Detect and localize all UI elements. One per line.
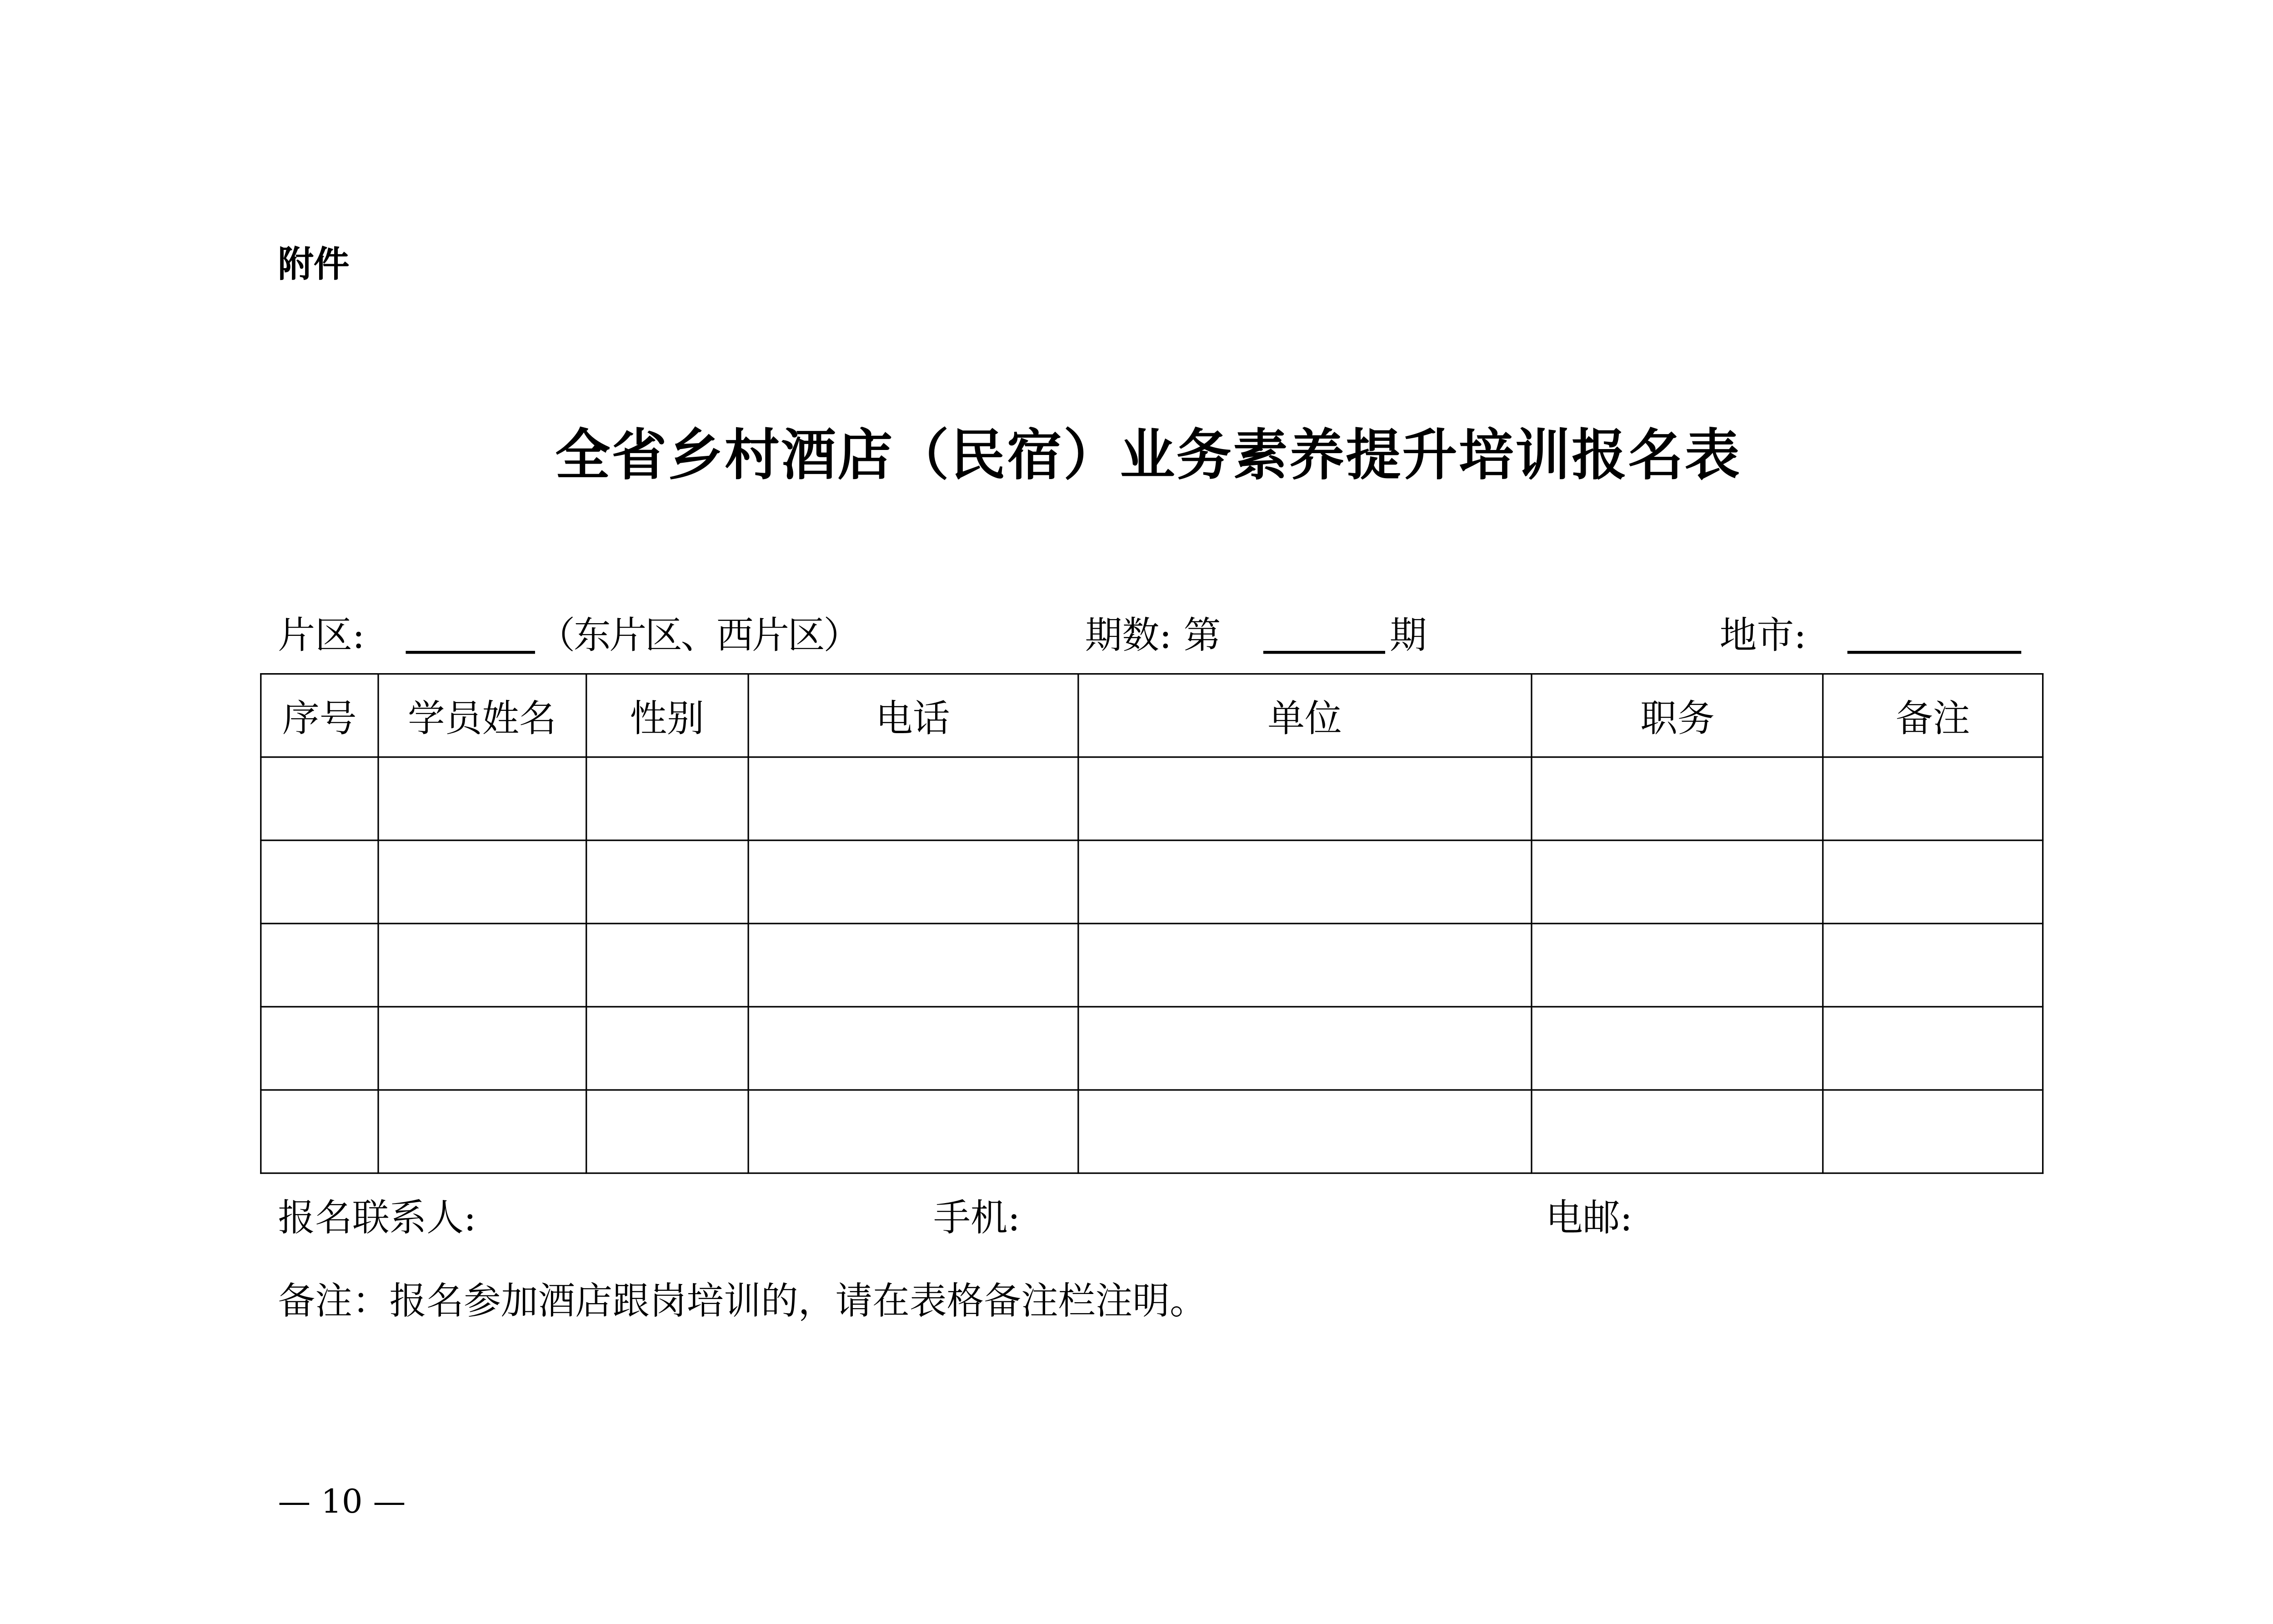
table-cell[interactable] bbox=[748, 757, 1077, 840]
table-cell[interactable] bbox=[1532, 1007, 1823, 1090]
table-cell[interactable] bbox=[1077, 924, 1532, 1007]
table-cell[interactable] bbox=[586, 1007, 748, 1090]
table-cell[interactable] bbox=[586, 924, 748, 1007]
table-cell[interactable] bbox=[1077, 757, 1532, 840]
table-cell[interactable] bbox=[1077, 1090, 1532, 1173]
table-cell[interactable] bbox=[748, 1007, 1077, 1090]
table-row bbox=[261, 840, 2043, 924]
city-blank[interactable] bbox=[1847, 651, 2022, 654]
table-cell[interactable] bbox=[748, 924, 1077, 1007]
table-cell[interactable] bbox=[261, 924, 378, 1007]
col-header: 职务 bbox=[1532, 674, 1823, 757]
period-blank[interactable] bbox=[1263, 651, 1385, 654]
attachment-label: 附件 bbox=[278, 244, 350, 285]
col-header: 电话 bbox=[748, 674, 1077, 757]
table-row bbox=[261, 757, 2043, 840]
table-cell[interactable] bbox=[261, 840, 378, 924]
table-cell[interactable] bbox=[1532, 840, 1823, 924]
col-header: 性别 bbox=[586, 674, 748, 757]
page-title: 全省乡村酒店（民宿）业务素养提升培训报名表 bbox=[555, 422, 1741, 488]
table-cell[interactable] bbox=[1823, 1007, 2043, 1090]
table-cell[interactable] bbox=[378, 924, 586, 1007]
email-label: 电邮: bbox=[1546, 1196, 1633, 1239]
col-header: 单位 bbox=[1077, 674, 1532, 757]
table-cell[interactable] bbox=[1077, 1007, 1532, 1090]
col-header: 序号 bbox=[261, 674, 378, 757]
table-cell[interactable] bbox=[378, 1090, 586, 1173]
table-cell[interactable] bbox=[586, 840, 748, 924]
table-cell[interactable] bbox=[261, 1090, 378, 1173]
registration-table bbox=[260, 673, 2043, 1174]
table-cell[interactable] bbox=[586, 1090, 748, 1173]
table-cell[interactable] bbox=[1532, 757, 1823, 840]
table-row bbox=[261, 924, 2043, 1007]
table-header-row bbox=[261, 674, 2043, 757]
table-cell[interactable] bbox=[378, 757, 586, 840]
city-label: 地市: bbox=[1719, 614, 1807, 657]
table-cell[interactable] bbox=[1823, 840, 2043, 924]
district-label: 片区: bbox=[278, 614, 365, 657]
table-cell[interactable] bbox=[261, 757, 378, 840]
table-cell[interactable] bbox=[378, 1007, 586, 1090]
note-text: 备注：报名参加酒店跟岗培训的，请在表格备注栏注明。 bbox=[278, 1279, 1207, 1323]
table-cell[interactable] bbox=[748, 1090, 1077, 1173]
contact-label: 报名联系人: bbox=[278, 1196, 476, 1239]
period-label: 期数: 第 bbox=[1085, 614, 1221, 657]
col-header: 备注 bbox=[1823, 674, 2043, 757]
table-row bbox=[261, 1007, 2043, 1090]
table-cell[interactable] bbox=[1823, 757, 2043, 840]
table-cell[interactable] bbox=[1823, 1090, 2043, 1173]
district-blank[interactable] bbox=[406, 651, 535, 654]
period-suffix: 期 bbox=[1389, 614, 1427, 657]
table-cell[interactable] bbox=[261, 1007, 378, 1090]
table-cell[interactable] bbox=[378, 840, 586, 924]
table-cell[interactable] bbox=[1532, 924, 1823, 1007]
page-number: — 10 — bbox=[278, 1484, 406, 1522]
col-header: 学员姓名 bbox=[378, 674, 586, 757]
table-cell[interactable] bbox=[748, 840, 1077, 924]
table-cell[interactable] bbox=[586, 757, 748, 840]
table-row bbox=[261, 1090, 2043, 1173]
table-cell[interactable] bbox=[1077, 840, 1532, 924]
table-cell[interactable] bbox=[1823, 924, 2043, 1007]
district-hint: （东片区、西片区） bbox=[538, 614, 859, 657]
phone-label: 手机: bbox=[933, 1196, 1021, 1239]
table-cell[interactable] bbox=[1532, 1090, 1823, 1173]
